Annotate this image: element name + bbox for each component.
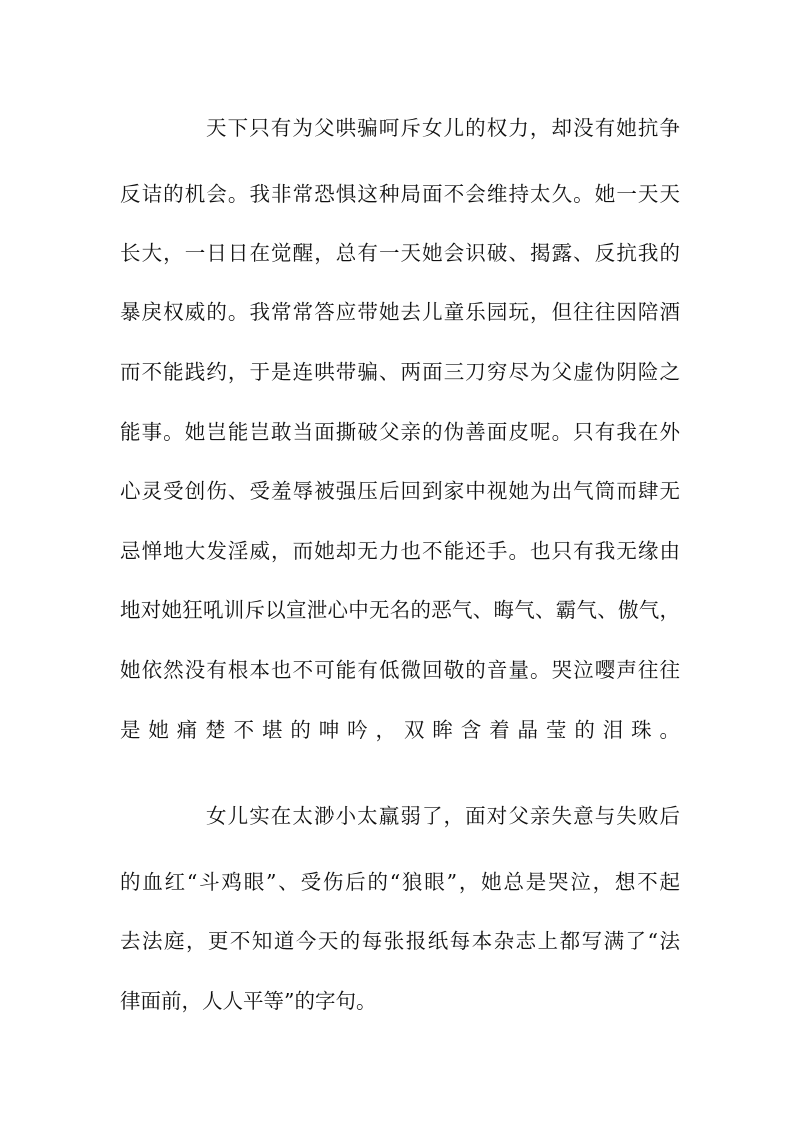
text-line: 律面前，人人平等”的字句。: [120, 989, 377, 1013]
text-line: 去法庭，更不知道今天的每张报纸每本杂志上都写满了“法: [120, 929, 680, 953]
text-line: 是她痛楚不堪的呻吟，双眸含着晶莹的泪珠。: [120, 718, 680, 742]
text-line: 暴戾权威的。我常常答应带她去儿童乐园玩，但往往因陪酒: [120, 300, 680, 324]
text-line: 长大，一日日在觉醒，总有一天她会识破、揭露、反抗我的: [120, 241, 680, 265]
text-line: 女儿实在太渺小太羸弱了，面对父亲失意与失败后: [206, 804, 680, 828]
text-line: 忌惮地大发淫威，而她却无力也不能还手。也只有我无缘由: [120, 539, 680, 563]
text-line: 天下只有为父哄骗呵斥女儿的权力，却没有她抗争: [206, 116, 680, 140]
text-line: 能事。她岂能岂敢当面撕破父亲的伪善面皮呢。只有我在外: [120, 420, 680, 444]
text-line: 反诘的机会。我非常恐惧这种局面不会维持太久。她一天天: [120, 182, 680, 206]
text-line: 她依然没有根本也不可能有低微回敬的音量。哭泣嘤声往往: [120, 658, 680, 682]
text-line: 的血红“斗鸡眼”、受伤后的“狼眼”，她总是哭泣，想不起: [120, 870, 680, 894]
text-line: 地对她狂吼训斥以宣泄心中无名的恶气、晦气、霸气、傲气，: [120, 598, 680, 622]
text-line: 而不能践约，于是连哄带骗、两面三刀穷尽为父虚伪阴险之: [120, 360, 680, 384]
text-line: 心灵受创伤、受羞辱被强压后回到家中视她为出气筒而肆无: [120, 479, 680, 503]
